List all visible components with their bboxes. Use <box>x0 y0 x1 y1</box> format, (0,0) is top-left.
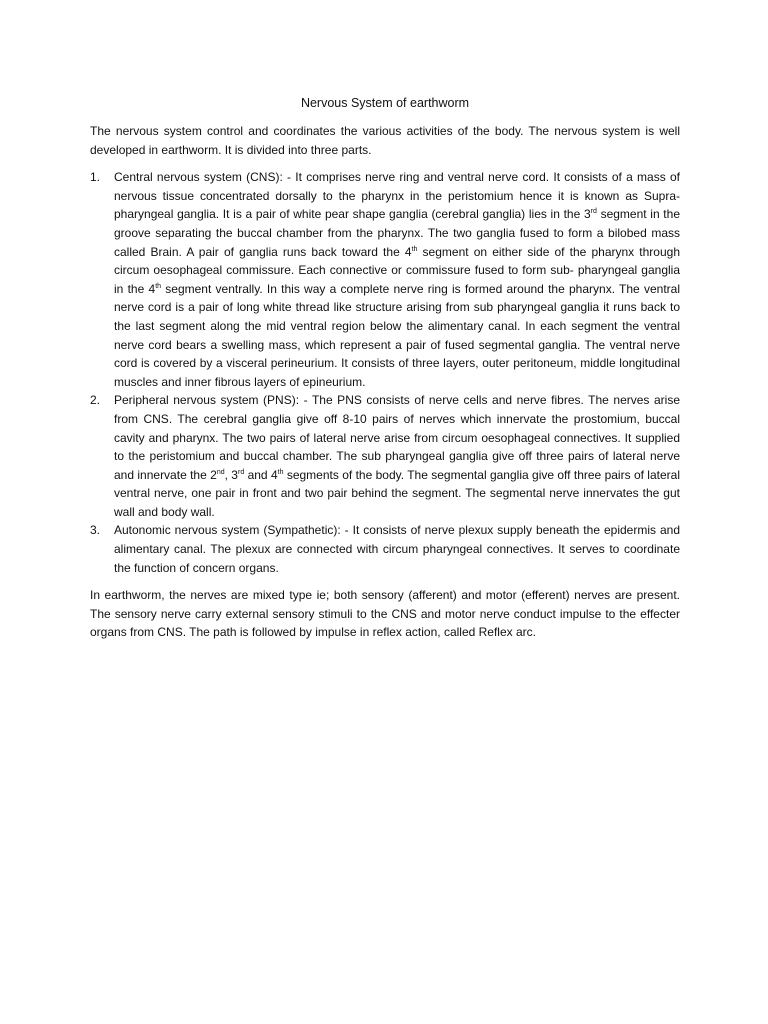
document-body <box>90 94 680 651</box>
ordinal-suffix: th <box>277 468 284 476</box>
cns-text-part: segment in the groove separating the buccal chamber from the pharynx. The two ganglia fused to form a bilobed mass called Brain. A pair of ganglia runs back toward the 4 <box>114 207 680 259</box>
ordinal-suffix: rd <box>590 208 597 216</box>
ordinal-suffix: rd <box>237 468 245 476</box>
list-item-autonomic <box>90 521 680 577</box>
pns-text-part: , 3 <box>224 467 238 482</box>
autonomic-text: Autonomic nervous system (Sympathetic): - It consists of nerve plexux supply beneath the epidermis and alimentary canal. The plexux are connected with circum pharyngeal connectives. It serves to coordinate the function of concern organs. <box>114 523 680 575</box>
ordinal-suffix: th <box>155 282 162 290</box>
pns-text-part: Peripheral nervous system (PNS): - The PNS consists of nerve cells and nerve fibres. The nerves arise from CNS. The cerebral ganglia give off 8-10 pairs of nerves which innervate the prostomium, buccal cavity and pharynx. The two pairs of lateral nerve arise from circum oesophageal connectives. It supplied to the peristomium and buccal chamber. The sub pharyngeal ganglia give off three pairs of lateral nerve and innervate the 2 <box>114 393 680 482</box>
pns-text-part: and 4 <box>244 467 278 482</box>
list-item-cns <box>90 168 680 391</box>
parts-list <box>90 168 680 577</box>
intro-paragraph: The nervous system control and coordinates the various activities of the body. The nervous system is well developed in earthworm. It is divided into three parts. <box>90 124 680 157</box>
closing-paragraph: In earthworm, the nerves are mixed type ie; both sensory (afferent) and motor (efferent) nerves are present. The sensory nerve carry external sensory stimuli to the CNS and motor nerve conduct impulse to the effecter organs from CNS. The path is followed by impulse in reflex action, called Reflex arc. <box>90 588 680 640</box>
cns-text-part: segment ventrally. In this way a complete nerve ring is formed around the pharynx. The ventral nerve cord is a pair of long white thread like structure arising from sub pharyngeal ganglia it runs back to the last segment along the mid ventral region below the alimentary canal. In each segment the ventral nerve cord bears a swelling mass, which represent a pair of fused segmental ganglia. The ventral nerve cord is covered by a visceral perineurium. It consists of three layers, outer peritoneum, middle longitudinal muscles and inner fibrous layers of epineurium. <box>114 281 680 389</box>
list-number: 1. <box>90 170 101 185</box>
pns-text-part: segments of the body. The segmental ganglia give off three pairs of lateral ventral nerve, one pair in front and two pair behind the segment. The segmental nerve innervates the gut wall and body wall. <box>114 467 680 519</box>
list-item-pns <box>90 391 680 521</box>
cns-text-part: segment on either side of the pharynx through circum oesophageal commissure. Each connective or commissure fused to form sub- pharyngeal ganglia in the 4 <box>114 244 680 296</box>
ordinal-suffix: th <box>411 245 418 253</box>
list-number: 2. <box>90 393 101 408</box>
cns-text-part: Central nervous system (CNS): - It comprises nerve ring and ventral nerve cord. It consists of a mass of nervous tissue concentrated dorsally to the pharynx in the peristomium hence it is known as Supra-pharyngeal ganglia. It is a pair of white pear shape ganglia (cerebral ganglia) lies in the 3 <box>114 170 680 222</box>
ordinal-suffix: nd <box>216 468 225 476</box>
document-title: Nervous System of earthworm <box>300 96 470 110</box>
list-number: 3. <box>90 523 101 538</box>
